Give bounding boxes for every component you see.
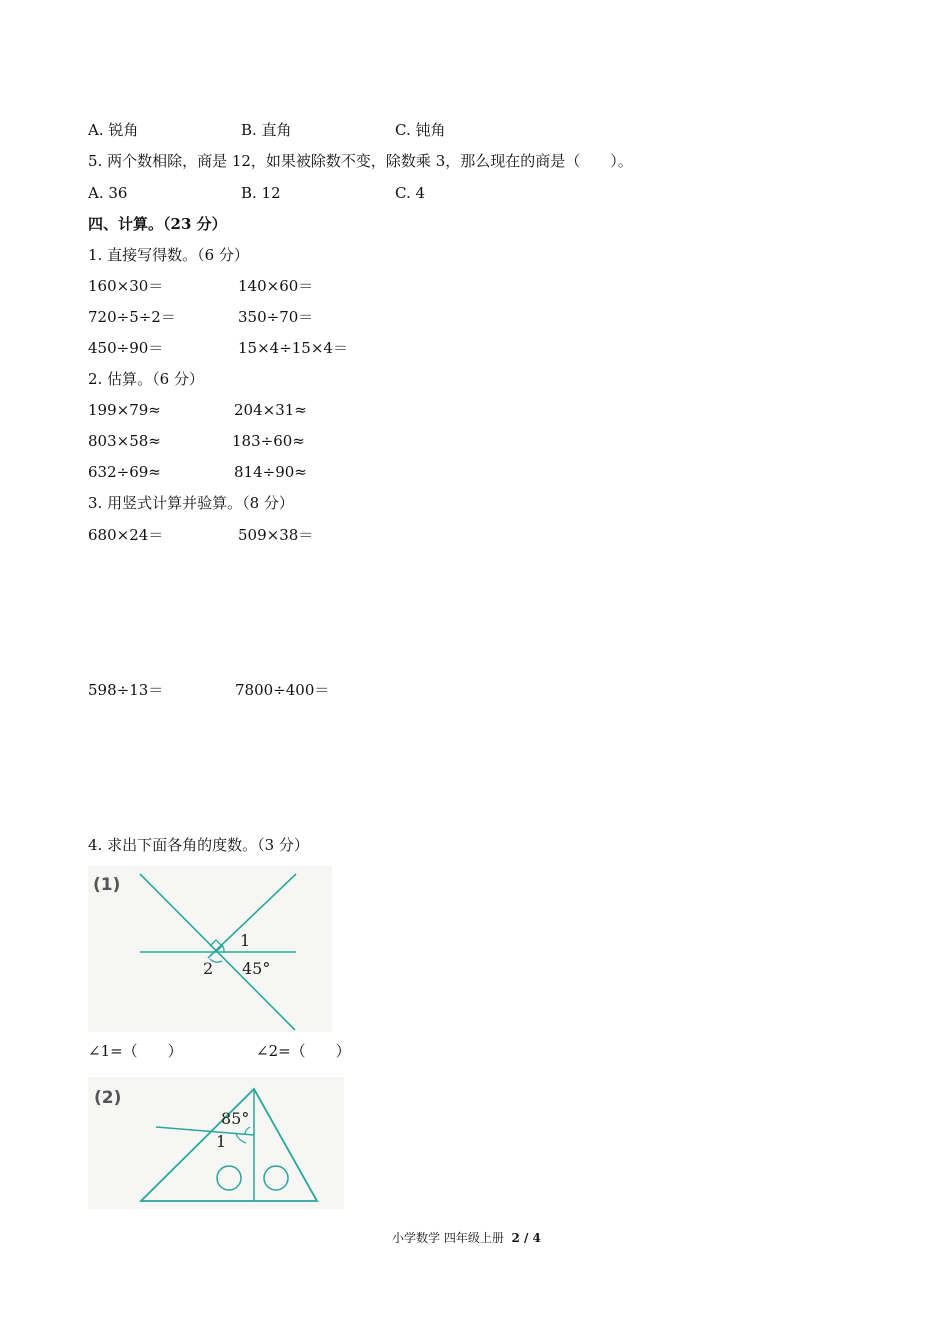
part2-item: 803×58≈ xyxy=(88,432,161,450)
q4-option-c: C. 钝角 xyxy=(395,121,446,139)
part1-item: 160×30＝ xyxy=(88,277,164,295)
part2-title: 2. 估算。（6 分） xyxy=(88,370,204,388)
part1-item: 15×4÷15×4＝ xyxy=(238,339,348,357)
part4-title: 4. 求出下面各角的度数。（3 分） xyxy=(88,836,309,854)
page-footer xyxy=(392,1230,541,1246)
figure1-angle-45: 45° xyxy=(242,959,271,978)
answer-angle-2: ∠2=（ ） xyxy=(256,1042,351,1060)
footer-text: 小学数学 四年级上册 xyxy=(392,1231,504,1245)
part3-item: 509×38＝ xyxy=(238,526,314,544)
part1-item: 720÷5÷2＝ xyxy=(88,308,176,326)
figure2-label-1: 1 xyxy=(216,1132,227,1151)
figure2-tag: (2) xyxy=(94,1088,122,1108)
part1-item: 350÷70＝ xyxy=(238,308,314,326)
angle1-arc-fig2 xyxy=(236,1134,246,1143)
part1-title: 1. 直接写得数。（6 分） xyxy=(88,246,249,264)
section-title: 四、计算。（23 分） xyxy=(88,215,227,233)
part2-item: 632÷69≈ xyxy=(88,463,161,481)
part2-item: 204×31≈ xyxy=(234,401,307,419)
part1-item: 450÷90＝ xyxy=(88,339,164,357)
angle1-arc xyxy=(221,944,224,952)
q5-stem: 5. 两个数相除，商是 12，如果被除数不变，除数乘 3，那么现在的商是（ ）。 xyxy=(88,152,633,170)
set-square-hole-left xyxy=(217,1166,241,1190)
q4-option-b: B. 直角 xyxy=(241,121,292,139)
figure1-label-1: 1 xyxy=(240,931,251,950)
figure2-ray xyxy=(156,1127,254,1135)
q4-option-a: A. 锐角 xyxy=(88,121,139,139)
part2-item: 814÷90≈ xyxy=(234,463,307,481)
part2-item: 199×79≈ xyxy=(88,401,161,419)
q5-option-b: B. 12 xyxy=(241,184,281,202)
part3-title: 3. 用竖式计算并验算。（8 分） xyxy=(88,494,294,512)
answer-angle-1: ∠1=（ ） xyxy=(88,1042,183,1060)
q5-option-c: C. 4 xyxy=(395,184,426,202)
figure1-label-2: 2 xyxy=(203,959,214,978)
angle-figure-1 xyxy=(88,866,332,1032)
set-square-hole-right xyxy=(264,1166,288,1190)
q5-option-a: A. 36 xyxy=(88,184,128,202)
part3-item: 680×24＝ xyxy=(88,526,164,544)
page-number: 2 / 4 xyxy=(511,1231,541,1245)
part3-item: 598÷13＝ xyxy=(88,681,164,699)
set-square xyxy=(141,1089,317,1201)
angle-figure-2 xyxy=(88,1077,344,1209)
figure2-angle-85: 85° xyxy=(221,1109,250,1128)
part3-item: 7800÷400＝ xyxy=(235,681,330,699)
figure1-tag: (1) xyxy=(93,875,121,895)
part1-item: 140×60＝ xyxy=(238,277,314,295)
part2-item: 183÷60≈ xyxy=(232,432,305,450)
